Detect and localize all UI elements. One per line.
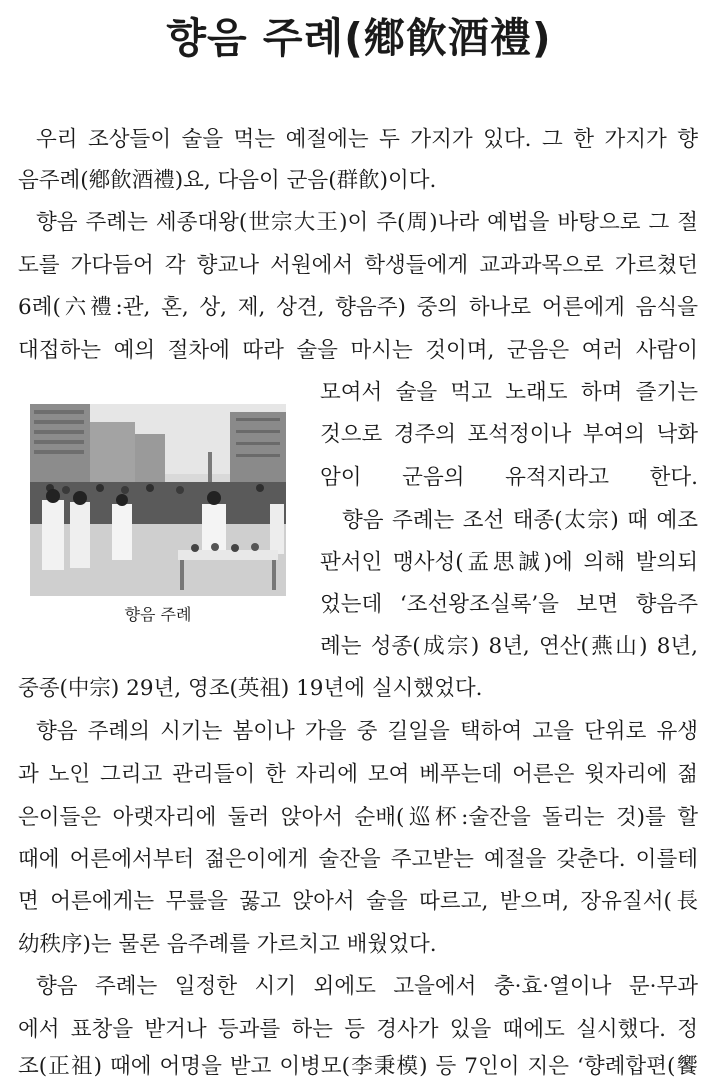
- text-line: 과 노인 그리고 관리들이 한 자리에 모여 베푸는데 어른은 윗자리에 젊: [18, 762, 698, 787]
- page-title: 향음 주례(鄕飮酒禮): [166, 14, 552, 62]
- ceremony-photo: [30, 404, 286, 596]
- text-line: 6례(六禮:관, 혼, 상, 제, 상견, 향음주) 중의 하나로 어른에게 음식을: [18, 295, 698, 320]
- text-line: 중종(中宗) 29년, 영조(英祖) 19년에 실시했었다.: [18, 676, 483, 701]
- text-line: 조(正祖) 때에 어명을 받고 이병모(李秉模) 등 7인이 지은 ‘향례합편(饗: [18, 1054, 698, 1079]
- text-line: 때에 어른에서부터 젊은이에게 술잔을 주고받는 예절을 갖춘다. 이를테: [18, 847, 698, 872]
- text-line: 례는 성종(成宗) 8년, 연산(燕山) 8년,: [320, 634, 698, 659]
- text-line: 면 어른에게는 무릎을 꿇고 앉아서 술을 따르고, 받으며, 장유질서(長: [18, 889, 698, 914]
- text-line: 향음 주례는 일정한 시기 외에도 고을에서 충·효·열이나 문·무과: [36, 974, 698, 999]
- text-line: 모여서 술을 먹고 노래도 하며 즐기는: [320, 380, 698, 405]
- photo-caption: 향음 주례: [124, 605, 192, 624]
- text-line: 판서인 맹사성(孟思誠)에 의해 발의되: [320, 550, 698, 575]
- text-line: 었는데 ‘조선왕조실록’을 보면 향음주: [320, 592, 698, 617]
- text-line: 幼秩序)는 물론 음주례를 가르치고 배웠었다.: [18, 932, 437, 957]
- text-line: 향음 주례는 조선 태종(太宗) 때 예조: [342, 508, 698, 533]
- text-line: 향음 주례는 세종대왕(世宗大王)이 주(周)나라 예법을 바탕으로 그 절: [36, 210, 698, 235]
- text-line: 우리 조상들이 술을 먹는 예절에는 두 가지가 있다. 그 한 가지가 향: [36, 127, 698, 152]
- text-line: 음주례(鄕飮酒禮)요, 다음이 군음(群飮)이다.: [18, 168, 437, 193]
- text-line: 은이들은 아랫자리에 둘러 앉아서 순배(巡杯:술잔을 돌리는 것)를 할: [18, 805, 698, 830]
- text-line: 에서 표창을 받거나 등과를 하는 등 경사가 있을 때에도 실시했다. 정: [18, 1017, 698, 1042]
- text-line: 대접하는 예의 절차에 따라 술을 마시는 것이며, 군음은 여러 사람이: [18, 338, 698, 363]
- text-line: 암이 군음의 유적지라고 한다.: [320, 465, 698, 490]
- text-line: 향음 주례의 시기는 봄이나 가을 중 길일을 택하여 고을 단위로 유생: [36, 719, 698, 744]
- ceremony-photo-illustration: [30, 404, 286, 596]
- text-line: 도를 가다듬어 각 향교나 서원에서 학생들에게 교과과목으로 가르쳤던: [18, 253, 698, 278]
- text-line: 것으로 경주의 포석정이나 부여의 낙화: [320, 422, 698, 447]
